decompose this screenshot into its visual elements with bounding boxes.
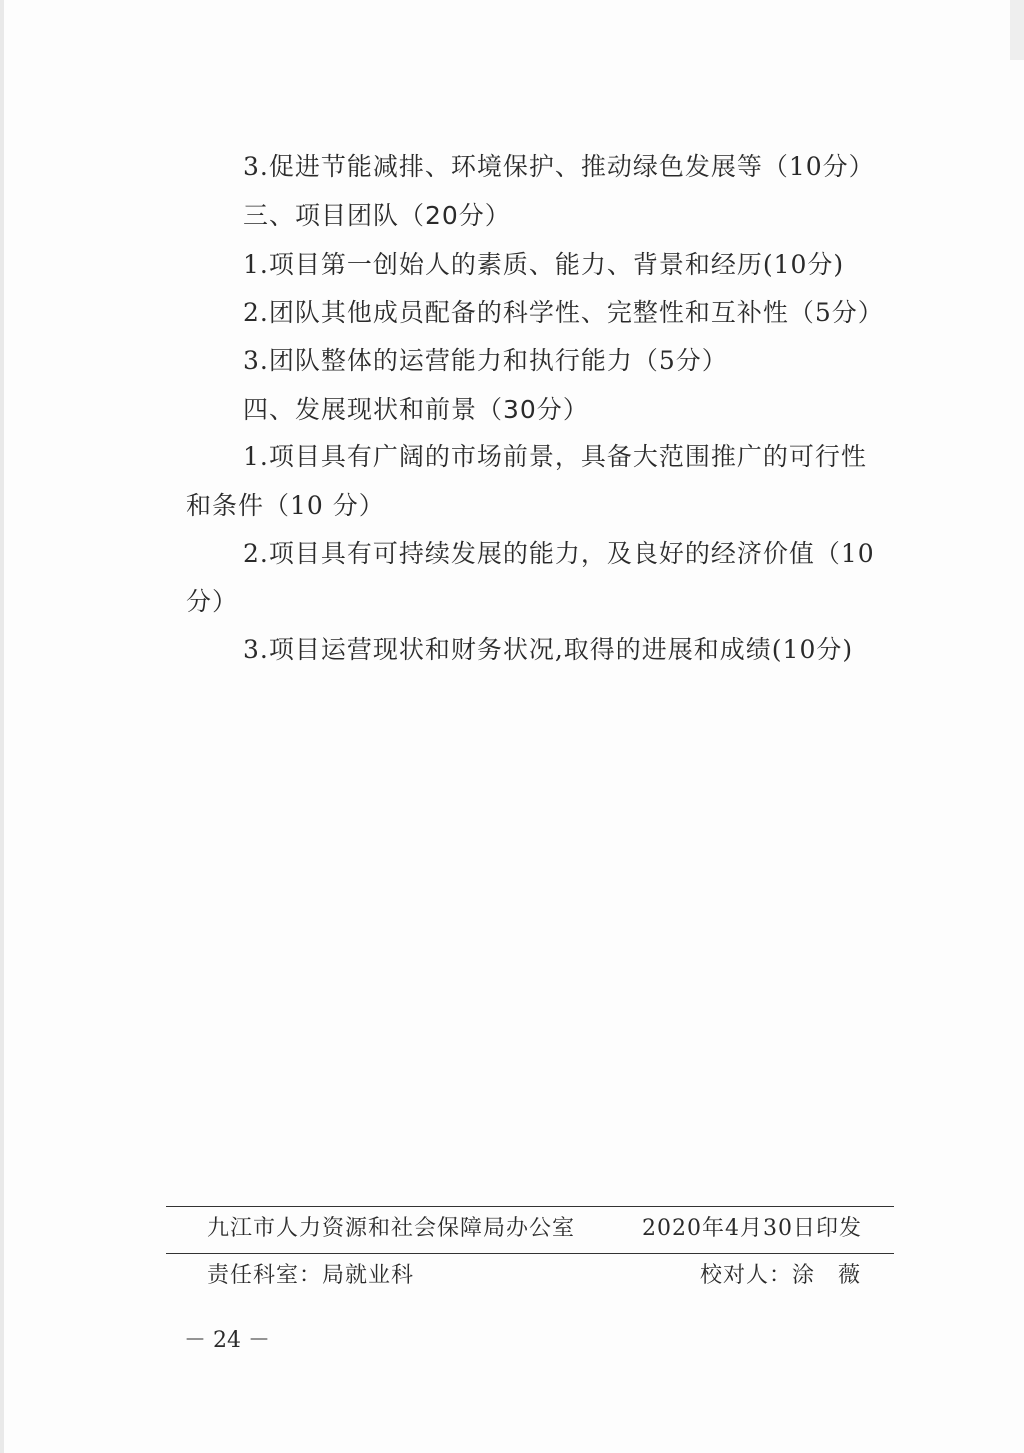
criteria-item-team-operation: 3.团队整体的运营能力和执行能力（5分）: [243, 346, 728, 375]
footer-top-rule: [166, 1206, 894, 1207]
criteria-item-green-development: 3.促进节能减排、环境保护、推动绿色发展等（10分）: [243, 152, 875, 181]
criteria-item-founder: 1.项目第一创始人的素质、能力、背景和经历(10分): [243, 250, 845, 279]
scan-edge-shadow: [0, 0, 4, 1453]
scan-corner-shadow: [1010, 0, 1024, 60]
criteria-item-market-prospect: 1.项目具有广阔的市场前景，具备大范围推广的可行性: [243, 442, 867, 471]
criteria-item-operation-status: 3.项目运营现状和财务状况,取得的进展和成绩(10分): [243, 635, 854, 664]
page-number: － 24 －: [184, 1328, 270, 1353]
footer-issuer: 九江市人力资源和社会保障局办公室: [207, 1216, 576, 1241]
footer-issue-date: 2020年4月30日印发: [642, 1216, 862, 1241]
criteria-item-team-members: 2.团队其他成员配备的科学性、完整性和互补性（5分）: [243, 298, 884, 327]
footer-proofreader: 校对人：涂 薇: [700, 1263, 862, 1288]
criteria-item-sustainability-cont: 分）: [186, 587, 239, 616]
criteria-item-market-prospect-cont: 和条件（10 分）: [186, 491, 385, 520]
footer-middle-rule: [166, 1253, 894, 1254]
criteria-item-sustainability: 2.项目具有可持续发展的能力，及良好的经济价值（10: [243, 539, 875, 568]
section-heading-development-status: 四、发展现状和前景（30分）: [243, 395, 589, 424]
footer-department: 责任科室：局就业科: [207, 1263, 415, 1288]
section-heading-project-team: 三、项目团队（20分）: [243, 201, 511, 230]
